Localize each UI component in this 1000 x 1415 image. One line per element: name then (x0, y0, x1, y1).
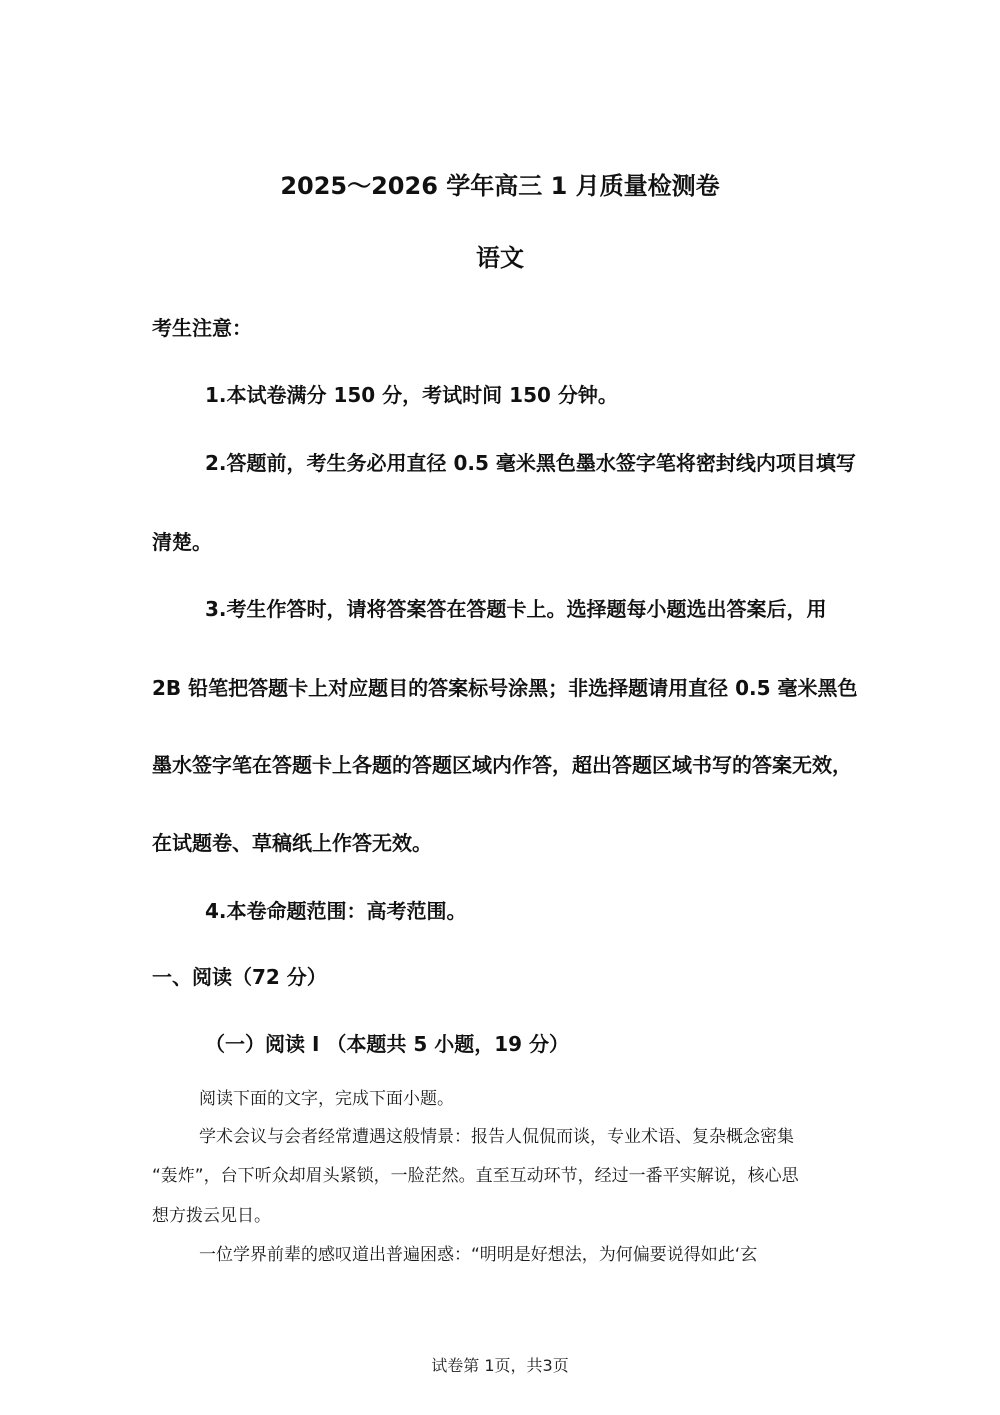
notice-item-1: 1.本试卷满分 150 分，考试时间 150 分钟。 (205, 383, 618, 407)
passage-paragraph-1-line-1: 学术会议与会者经常遭遇这般情景：报告人侃侃而谈，专业术语、复杂概念密集 (199, 1127, 794, 1147)
notice-item-3-line-4: 在试题卷、草稿纸上作答无效。 (152, 831, 432, 855)
subsection-heading: （一）阅读 I （本题共 5 小题，19 分） (205, 1032, 570, 1056)
notice-item-2-line-2: 清楚。 (152, 530, 212, 554)
passage-paragraph-1-line-2: “轰炸”，台下听众却眉头紧锁，一脸茫然。直至互动环节，经过一番平实解说，核心思 (152, 1166, 799, 1186)
notice-heading: 考生注意： (152, 316, 252, 340)
passage-paragraph-1-line-3: 想方拨云见日。 (152, 1206, 271, 1226)
notice-item-3-line-2: 2B 铅笔把答题卡上对应题目的答案标号涂黑；非选择题请用直径 0.5 毫米黑色 (152, 676, 858, 700)
passage-paragraph-2-line-1: 一位学界前辈的感叹道出普遍困惑：“明明是好想法，为何偏要说得如此‘玄 (199, 1245, 758, 1265)
notice-item-2-line-1: 2.答题前，考生务必用直径 0.5 毫米黑色墨水签字笔将密封线内项目填写 (205, 451, 856, 475)
notice-item-4: 4.本卷命题范围：高考范围。 (205, 899, 467, 923)
page-footer: 试卷第 1页，共3页 (431, 1356, 569, 1375)
notice-item-3-line-3: 墨水签字笔在答题卡上各题的答题区域内作答，超出答题区域书写的答案无效， (152, 753, 852, 777)
passage-instruction: 阅读下面的文字，完成下面小题。 (199, 1089, 454, 1109)
subject-title: 语文 (476, 244, 524, 272)
notice-item-3-line-1: 3.考生作答时，请将答案答在答题卡上。选择题每小题选出答案后，用 (205, 597, 827, 621)
exam-title: 2025～2026 学年高三 1 月质量检测卷 (280, 172, 720, 200)
section-heading: 一、阅读（72 分） (152, 965, 327, 989)
